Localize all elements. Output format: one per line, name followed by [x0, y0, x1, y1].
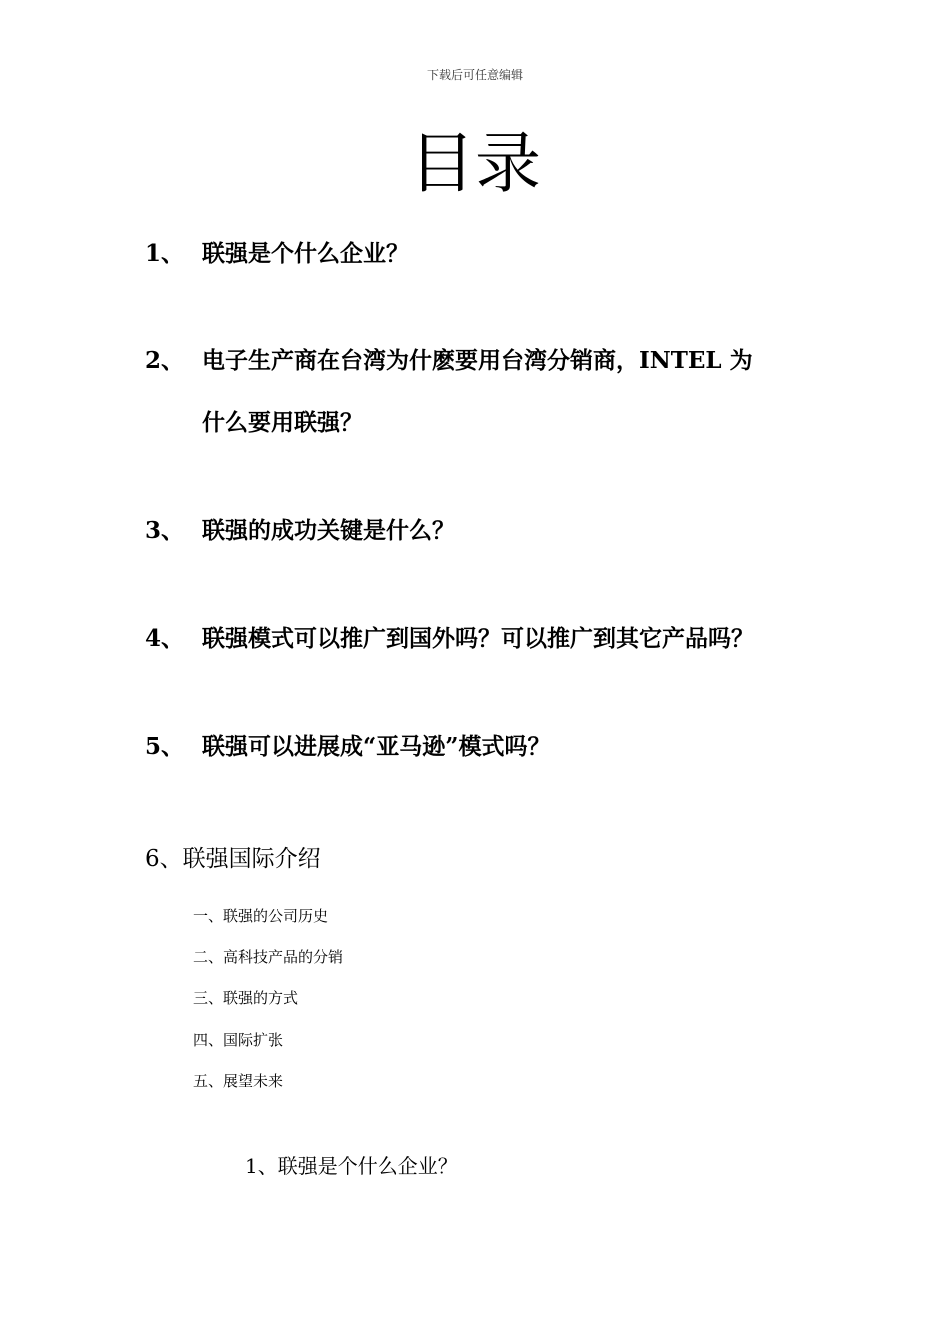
- header-note: 下载后可任意编辑: [426, 68, 523, 82]
- toc-subitem[interactable]: 四、国际扩张: [193, 1031, 284, 1049]
- toc-item-number: 1、: [145, 240, 185, 267]
- toc-item-number: 4、: [145, 625, 185, 652]
- toc-item-text: 联强可以进展成“亚马逊”模式吗？: [202, 733, 551, 760]
- toc-item-number: 3、: [145, 517, 185, 544]
- toc-item-number: 2、: [145, 347, 185, 374]
- toc-subitem[interactable]: 五、展望未来: [193, 1072, 284, 1090]
- toc-subitem[interactable]: 三、联强的方式: [193, 989, 299, 1007]
- toc-item-text: 联强是个什么企业？: [202, 240, 409, 267]
- toc-item-3[interactable]: [145, 516, 455, 546]
- toc-item-number: 5、: [145, 733, 185, 760]
- page-title: 目录: [409, 125, 541, 202]
- toc-item-2-continuation: 什么要用联强？: [202, 409, 363, 436]
- toc-item-1[interactable]: [145, 239, 409, 269]
- toc-item-text: 联强模式可以推广到国外吗？可以推广到其它产品吗？: [202, 625, 754, 652]
- toc-item-text: 联强的成功关键是什么？: [202, 517, 455, 544]
- section-heading: 1、联强是个什么企业？: [245, 1154, 458, 1178]
- toc-item-5[interactable]: [145, 732, 550, 762]
- toc-item-text: 电子生产商在台湾为什麽要用台湾分销商，INTEL 为: [202, 347, 753, 374]
- toc-item-4[interactable]: [145, 624, 754, 654]
- toc-subitem[interactable]: 一、联强的公司历史: [193, 907, 329, 925]
- toc-item-6[interactable]: 6、联强国际介绍: [145, 846, 321, 872]
- toc-subitem[interactable]: 二、高科技产品的分销: [193, 948, 344, 966]
- toc-item-2[interactable]: [145, 346, 753, 376]
